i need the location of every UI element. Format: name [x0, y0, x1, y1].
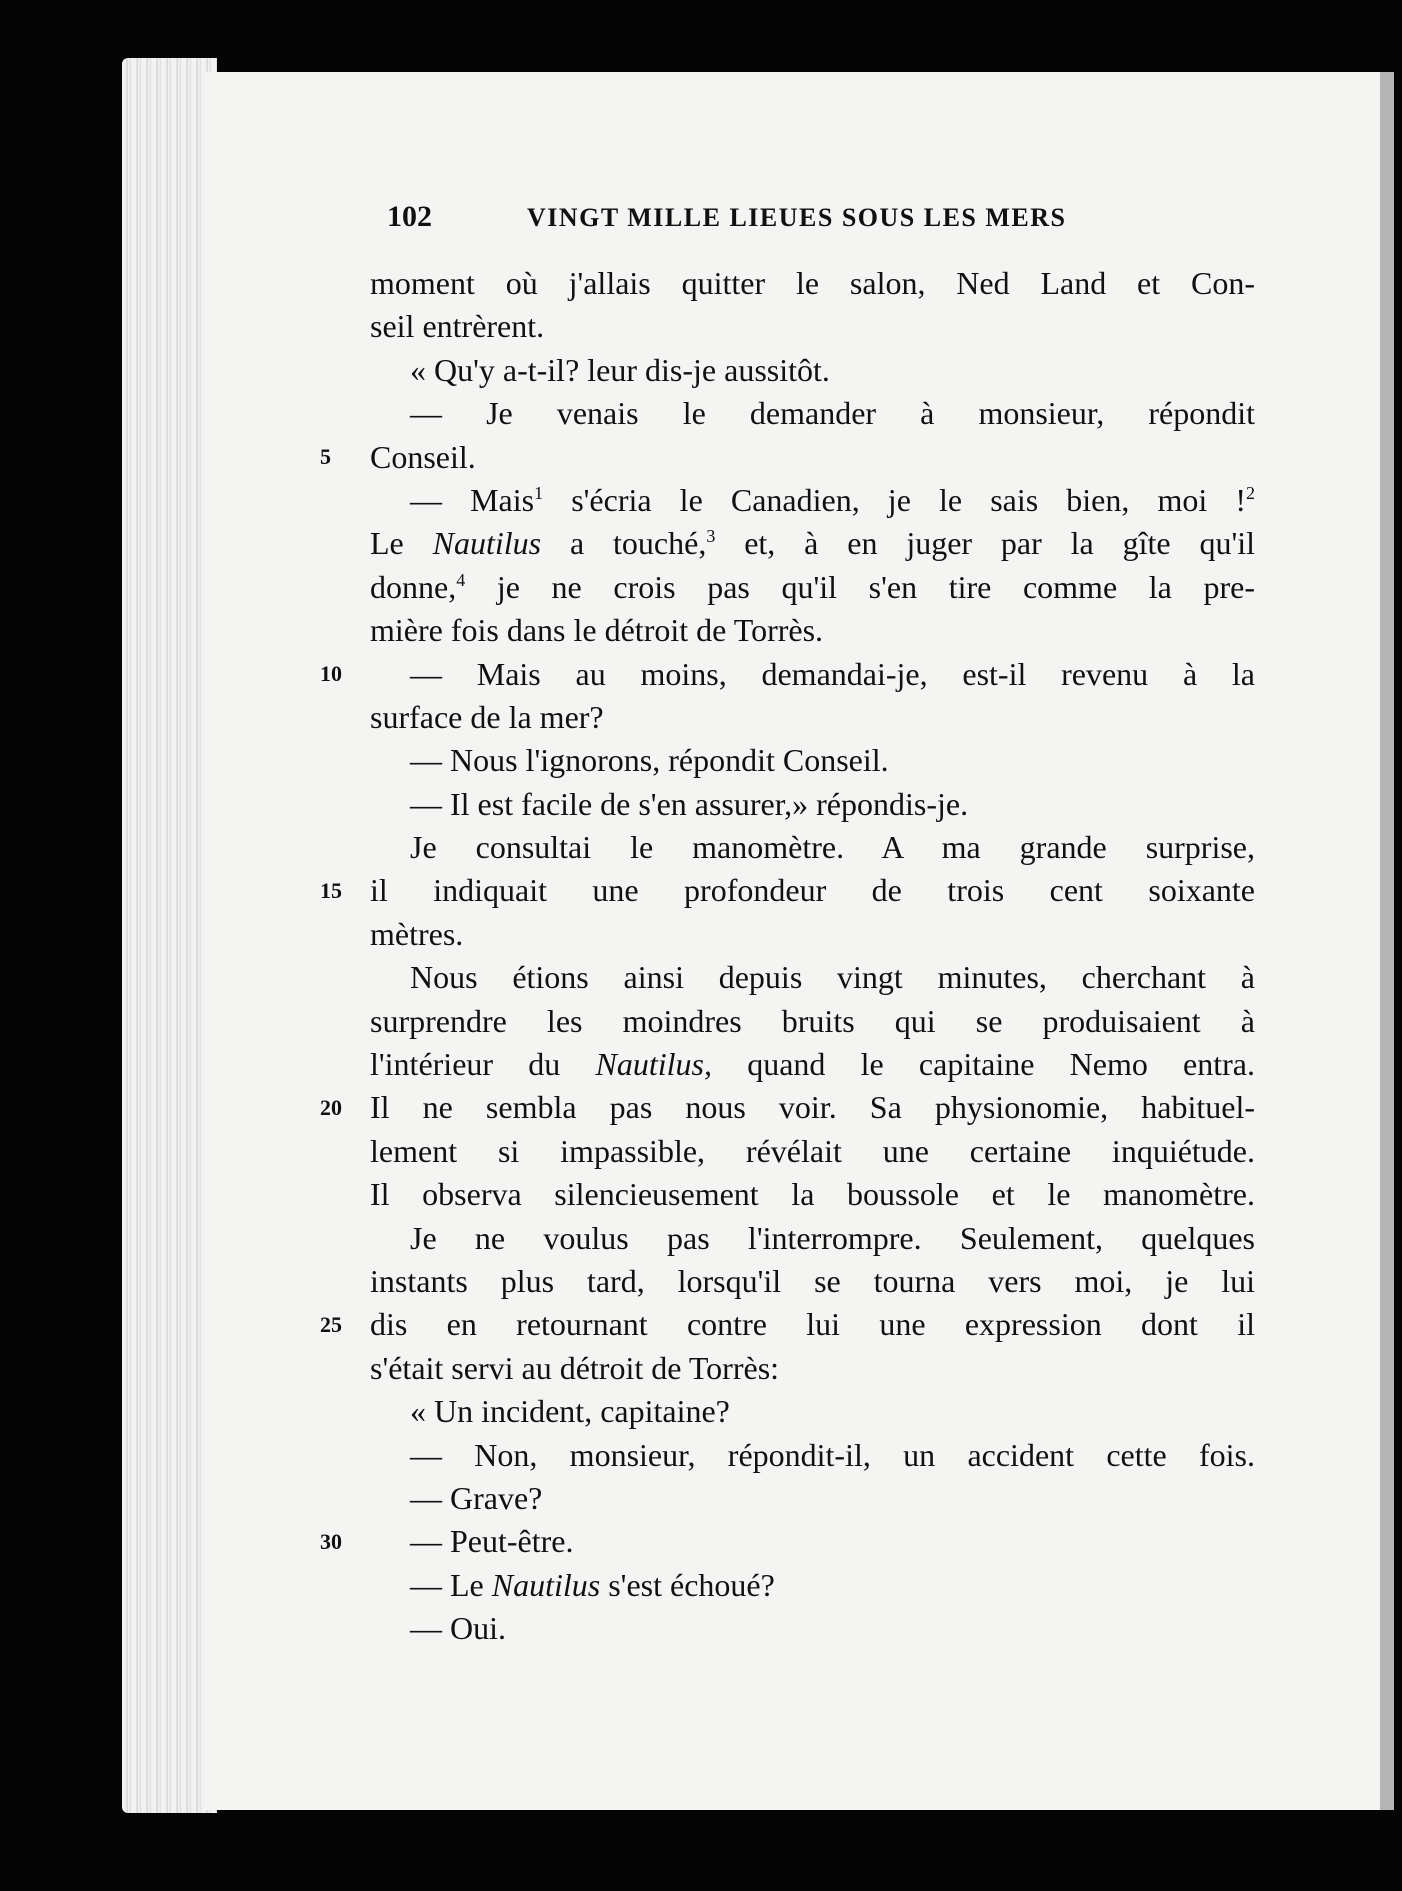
italic-title: Nautilus,	[595, 1046, 712, 1083]
text-line: il indiquait une profondeur de trois cent soixante	[370, 872, 1255, 909]
text-run: Le	[370, 525, 433, 562]
text-line: mière fois dans le détroit de Torrès.	[370, 612, 824, 649]
text-line: surface de la mer?	[370, 698, 604, 735]
text-run: a touché,	[541, 525, 707, 562]
footnote-marker: 2	[1246, 482, 1255, 503]
text-line	[370, 479, 1255, 522]
text-line: instants plus tard, lorsqu'il se tourna vers moi, je lui	[370, 1262, 1255, 1299]
text-line	[370, 566, 1255, 609]
line-number: 30	[320, 1528, 342, 1554]
text-run: — Mais	[410, 481, 535, 518]
text-line	[370, 1043, 1255, 1086]
page-edges	[122, 58, 217, 1813]
text-line: Nous étions ainsi depuis vingt minutes, cherchant à	[410, 959, 1255, 996]
text-line: moment où j'allais quitter le salon, Ned Land et Con-	[370, 265, 1255, 301]
running-title: VINGT MILLE LIEUES SOUS LES MERS	[527, 203, 1067, 232]
footnote-marker: 4	[456, 569, 466, 590]
text-line: Conseil.	[370, 438, 476, 475]
footnote-marker: 3	[706, 526, 716, 547]
text-line: Je ne voulus pas l'interrompre. Seulement, quelques	[410, 1219, 1255, 1256]
text-line: — Grave?	[410, 1479, 543, 1516]
text-run: donne,	[370, 568, 457, 605]
line-number: 15	[320, 877, 342, 903]
line-number: 10	[320, 660, 342, 686]
text-line: Je consultai le manomètre. A ma grande surprise,	[410, 829, 1255, 866]
text-line: Il observa silencieusement la boussole et le manomètre.	[370, 1176, 1255, 1213]
text-line: — Peut-être.	[410, 1523, 574, 1560]
text-run: s'écria le Canadien, je le sais bien, moi !	[543, 481, 1247, 518]
text-line: « Qu'y a-t-il? leur dis-je aussitôt.	[410, 351, 830, 388]
text-line: — Mais au moins, demandai-je, est-il revenu à la	[410, 655, 1255, 692]
text-line: — Nous l'ignorons, répondit Conseil.	[410, 742, 889, 779]
text-run: et, à en juger par la gîte qu'il	[715, 525, 1255, 562]
text-line: Il ne sembla pas nous voir. Sa physionomie, habituel-	[370, 1089, 1255, 1126]
footnote-marker: 1	[534, 482, 544, 503]
text-run: s'est échoué?	[600, 1566, 775, 1603]
text-line: mètres.	[370, 915, 464, 952]
running-header	[387, 200, 1247, 240]
text-line: — Oui.	[410, 1610, 506, 1647]
text-line: seil entrèrent.	[370, 308, 545, 345]
text-run: — Le	[410, 1566, 492, 1603]
text-line: — Il est facile de s'en assurer,» répondis-je.	[410, 785, 969, 822]
text-run: quand le capitaine Nemo entra.	[711, 1046, 1255, 1083]
text-line: surprendre les moindres bruits qui se produisaient à	[370, 1002, 1255, 1039]
text-line: — Non, monsieur, répondit-il, un accident cette fois.	[410, 1436, 1255, 1473]
body-text	[370, 262, 1255, 1651]
text-line: « Un incident, capitaine?	[410, 1393, 730, 1430]
italic-title: Nautilus	[491, 1566, 601, 1603]
line-number: 20	[320, 1094, 342, 1120]
text-line	[370, 1564, 1255, 1607]
text-run: l'intérieur du	[370, 1046, 596, 1083]
line-number: 25	[320, 1311, 342, 1337]
line-number: 5	[320, 443, 331, 469]
italic-title: Nautilus	[432, 525, 542, 562]
text-run: je ne crois pas qu'il s'en tire comme la pre-	[465, 568, 1255, 605]
text-line: lement si impassible, révélait une certaine inquiétude.	[370, 1132, 1255, 1169]
text-line: dis en retournant contre lui une expression dont il	[370, 1306, 1255, 1343]
text-line: — Je venais le demander à monsieur, répondit	[410, 395, 1255, 432]
text-line: s'était servi au détroit de Torrès:	[370, 1349, 780, 1386]
text-line	[370, 522, 1255, 565]
page-number: 102	[387, 200, 432, 233]
